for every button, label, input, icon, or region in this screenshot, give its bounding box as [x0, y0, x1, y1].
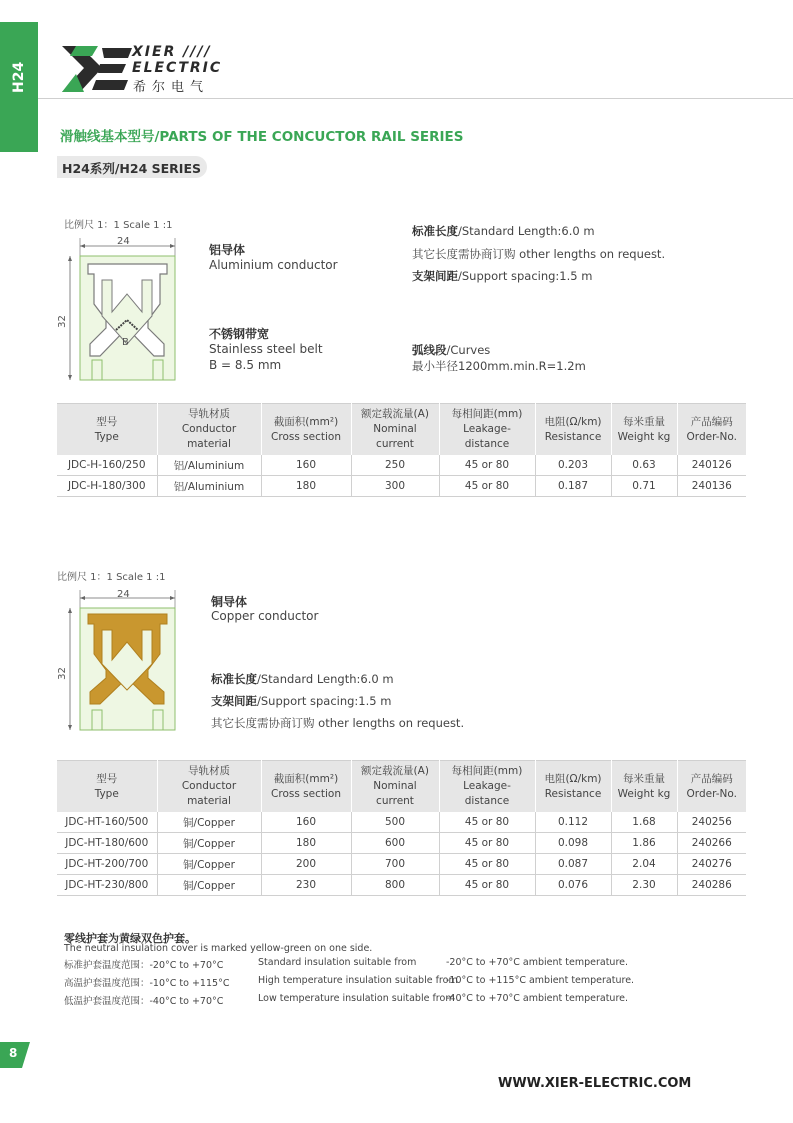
- column-header-en: Order-No.: [686, 787, 737, 800]
- table-cell: JDC-HT-180/600: [57, 833, 157, 854]
- column-header: [351, 761, 439, 813]
- cu-scale-label: 比例尺 1：1 Scale 1 :1: [57, 572, 166, 583]
- note-line-part: Low temperature insulation suitable from: [258, 993, 455, 1004]
- table-cell: 0.112: [535, 812, 611, 833]
- cu-dim-width: 24: [117, 589, 130, 600]
- column-header-en: Conductor material: [181, 423, 237, 450]
- column-header: [677, 404, 746, 456]
- table-cell: 1.68: [611, 812, 677, 833]
- column-header: [611, 404, 677, 456]
- table-cell: 300: [351, 476, 439, 497]
- column-header-cn: 导轨材质: [188, 765, 230, 777]
- column-header-en: Leakage-distance: [463, 423, 511, 450]
- aluminium-profile-drawing: [56, 232, 186, 384]
- note-line-part: 低温护套温度范围：-40°C to +70°C: [64, 996, 224, 1007]
- table-cell: 500: [351, 812, 439, 833]
- cu-standard-length: 标准长度/Standard Length:6.0 m: [211, 672, 394, 686]
- column-header: [677, 761, 746, 813]
- note-line-part: -10°C to +115°C ambient temperature.: [446, 975, 635, 986]
- table-header-row: [57, 761, 746, 813]
- logo-text-electric: ELECTRIC: [132, 60, 223, 76]
- table-cell: 240126: [677, 455, 746, 476]
- table-cell: 45 or 80: [439, 833, 535, 854]
- table-cell: 铜/Copper: [157, 875, 261, 896]
- column-header: [611, 761, 677, 813]
- column-header: [57, 404, 157, 456]
- table-cell: 0.63: [611, 455, 677, 476]
- table-cell: 0.71: [611, 476, 677, 497]
- table-cell: 0.187: [535, 476, 611, 497]
- cu-conductor-en: Copper conductor: [211, 609, 319, 623]
- column-header-cn: 电阻(Ω/km): [544, 772, 602, 785]
- cu-support-spacing: 支架间距/Support spacing:1.5 m: [211, 694, 392, 708]
- notes-title: 零线护套为黄绿双色护套。: [64, 932, 196, 945]
- table-cell: 160: [261, 455, 351, 476]
- al-conductor-cn: 铝导体: [209, 243, 246, 257]
- table-cell: 0.087: [535, 854, 611, 875]
- column-header-cn: 产品编码: [690, 415, 733, 428]
- column-header-cn: 型号: [96, 772, 118, 785]
- column-header-en: Weight kg: [617, 430, 671, 443]
- table-header-row: [57, 404, 746, 456]
- al-dim-height: 32: [56, 315, 68, 328]
- al-conductor-en: Aluminium conductor: [209, 258, 338, 272]
- table-cell: 200: [261, 854, 351, 875]
- table-cell: 铜/Copper: [157, 854, 261, 875]
- copper-profile-drawing: [56, 584, 186, 734]
- column-header-cn: 型号: [96, 415, 118, 428]
- cu-dim-height: 32: [56, 667, 68, 680]
- al-belt-en: Stainless steel belt: [209, 342, 323, 356]
- table-row: [57, 455, 746, 476]
- column-header-en: Type: [94, 787, 119, 800]
- al-curves: 弧线段/Curves: [412, 343, 491, 357]
- al-belt-cn: 不锈钢带宽: [209, 327, 270, 341]
- section-title: 滑触线基本型号/PARTS OF THE CONCUCTOR RAIL SERIES: [60, 129, 464, 145]
- al-belt-b: B = 8.5 mm: [209, 358, 282, 372]
- note-line-part: Standard insulation suitable from: [258, 957, 417, 968]
- side-tab-label: H24: [11, 61, 27, 93]
- logo-mark-icon: [62, 46, 134, 92]
- column-header: [261, 404, 351, 456]
- table-cell: 230: [261, 875, 351, 896]
- note-line-part: -20°C to +70°C ambient temperature.: [446, 957, 629, 968]
- table-cell: 铜/Copper: [157, 812, 261, 833]
- column-header-en: Resistance: [544, 787, 602, 800]
- table-cell: 240266: [677, 833, 746, 854]
- column-header-cn: 每相间距(mm): [451, 408, 523, 420]
- al-dim-width: 24: [117, 236, 130, 247]
- table-row: [57, 812, 746, 833]
- table-row: [57, 833, 746, 854]
- table-cell: 240256: [677, 812, 746, 833]
- table-row: [57, 854, 746, 875]
- column-header-en: Order-No.: [686, 430, 737, 443]
- notes-subtitle: The neutral insulation cover is marked yellow-green on one side.: [64, 943, 373, 954]
- column-header-cn: 额定载流量(A): [361, 765, 429, 777]
- al-dim-b: B: [122, 337, 129, 348]
- column-header-cn: 每相间距(mm): [451, 765, 523, 777]
- column-header-cn: 截面积(mm²): [273, 772, 339, 785]
- header-divider: [38, 98, 793, 99]
- table-body: [57, 812, 746, 896]
- column-header: [261, 761, 351, 813]
- table-cell: 45 or 80: [439, 812, 535, 833]
- table-cell: 45 or 80: [439, 875, 535, 896]
- table-cell: 0.203: [535, 455, 611, 476]
- cu-conductor-cn: 铜导体: [211, 595, 248, 609]
- aluminium-spec-table: [57, 403, 746, 497]
- column-header-en: Type: [94, 430, 119, 443]
- al-other-length: 其它长度需协商订购 other lengths on request.: [412, 247, 666, 261]
- table-cell: 180: [261, 833, 351, 854]
- table-cell: 800: [351, 875, 439, 896]
- table-body: [57, 455, 746, 497]
- table-cell: JDC-H-180/300: [57, 476, 157, 497]
- copper-spec-table: [57, 760, 746, 896]
- column-header-en: Nominal current: [373, 423, 417, 450]
- column-header-cn: 电阻(Ω/km): [544, 415, 602, 428]
- logo-text-cn: 希尔电气: [133, 80, 210, 95]
- table-row: [57, 875, 746, 896]
- column-header-cn: 导轨材质: [188, 408, 230, 420]
- note-line-part: 标准护套温度范围：-20°C to +70°C: [64, 960, 224, 971]
- table-cell: 600: [351, 833, 439, 854]
- table-cell: 0.098: [535, 833, 611, 854]
- al-standard-length: 标准长度/Standard Length:6.0 m: [412, 224, 595, 238]
- table-cell: JDC-H-160/250: [57, 455, 157, 476]
- table-cell: 45 or 80: [439, 455, 535, 476]
- table-cell: JDC-HT-230/800: [57, 875, 157, 896]
- al-scale-label: 比例尺 1：1 Scale 1 :1: [64, 220, 173, 231]
- note-line-part: High temperature insulation suitable from: [258, 975, 458, 986]
- table-cell: 1.86: [611, 833, 677, 854]
- al-support-spacing: 支架间距/Support spacing:1.5 m: [412, 269, 593, 283]
- column-header-en: Weight kg: [617, 787, 671, 800]
- cu-other-length: 其它长度需协商订购 other lengths on request.: [211, 716, 465, 730]
- column-header-en: Nominal current: [373, 780, 417, 807]
- table-cell: 2.04: [611, 854, 677, 875]
- series-title: H24系列/H24 SERIES: [62, 161, 201, 176]
- column-header-cn: 每米重量: [623, 772, 665, 785]
- table-cell: 45 or 80: [439, 476, 535, 497]
- table-cell: 240286: [677, 875, 746, 896]
- column-header: [535, 404, 611, 456]
- column-header: [439, 761, 535, 813]
- note-line-part: 高温护套温度范围：-10°C to +115°C: [64, 978, 230, 989]
- table-cell: 250: [351, 455, 439, 476]
- note-line-part: -40°C to +70°C ambient temperature.: [446, 993, 629, 1004]
- column-header-cn: 产品编码: [690, 772, 733, 785]
- logo-text-xier: XIER ////: [132, 44, 212, 60]
- column-header-cn: 每米重量: [623, 415, 665, 428]
- column-header: [439, 404, 535, 456]
- table-cell: 700: [351, 854, 439, 875]
- table-cell: 240276: [677, 854, 746, 875]
- table-cell: JDC-HT-160/500: [57, 812, 157, 833]
- column-header-en: Leakage-distance: [463, 780, 511, 807]
- column-header-en: Cross section: [271, 430, 341, 443]
- website-url[interactable]: WWW.XIER-ELECTRIC.COM: [498, 1076, 692, 1091]
- table-cell: 2.30: [611, 875, 677, 896]
- table-cell: 铜/Copper: [157, 833, 261, 854]
- table-cell: JDC-HT-200/700: [57, 854, 157, 875]
- column-header: [351, 404, 439, 456]
- column-header-en: Cross section: [271, 787, 341, 800]
- column-header-en: Resistance: [544, 430, 602, 443]
- table-cell: 铝/Aluminium: [157, 476, 261, 497]
- table-cell: 240136: [677, 476, 746, 497]
- column-header: [57, 761, 157, 813]
- al-curves-detail: 最小半径1200mm.min.R=1.2m: [412, 359, 586, 373]
- column-header-en: Conductor material: [181, 780, 237, 807]
- table-cell: 160: [261, 812, 351, 833]
- column-header-cn: 截面积(mm²): [273, 415, 339, 428]
- table-cell: 0.076: [535, 875, 611, 896]
- column-header-cn: 额定载流量(A): [361, 408, 429, 420]
- table-cell: 45 or 80: [439, 854, 535, 875]
- column-header: [157, 761, 261, 813]
- column-header: [535, 761, 611, 813]
- table-cell: 180: [261, 476, 351, 497]
- column-header: [157, 404, 261, 456]
- table-row: [57, 476, 746, 497]
- page-number: 8: [9, 1046, 18, 1060]
- table-cell: 铝/Aluminium: [157, 455, 261, 476]
